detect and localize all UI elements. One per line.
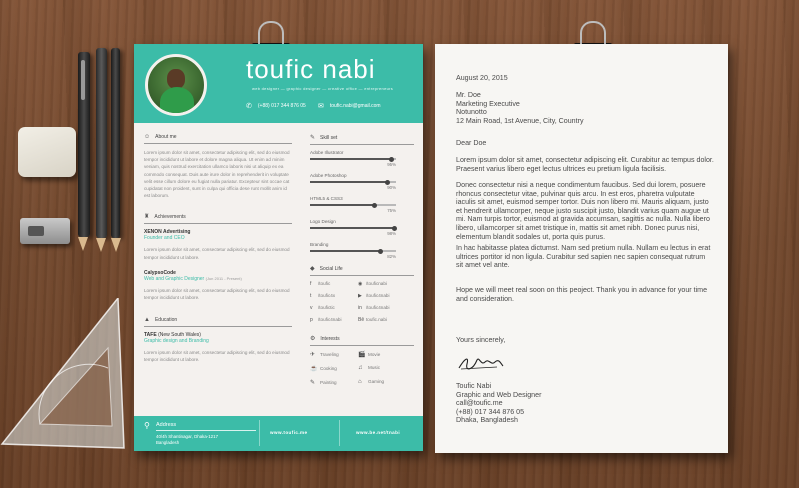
achievement-item xyxy=(144,270,292,301)
resume-footer xyxy=(134,416,423,451)
divider xyxy=(310,345,414,346)
chat-icon: ◆ xyxy=(310,266,315,272)
letter-paragraph: Hope we will meet real soon on this peoject. Thank you in advance for your time and consideration. xyxy=(456,286,708,303)
painting-icon: ✎ xyxy=(310,380,316,386)
achievements-title: Achievements xyxy=(154,213,186,220)
skill-bar-fill xyxy=(310,181,387,183)
interest-label: Gaming xyxy=(368,379,385,384)
signature-line: call@toufic.me xyxy=(456,399,503,408)
education-location: (New South Wales) xyxy=(158,332,201,339)
social-link[interactable] xyxy=(310,293,358,299)
education-school: TAFE xyxy=(144,332,157,339)
social-links xyxy=(310,281,414,323)
divider xyxy=(144,143,292,144)
resume-phone xyxy=(246,102,306,110)
letter-recipient xyxy=(456,91,714,125)
skill-name: Logo Design xyxy=(310,219,336,224)
education-section-title xyxy=(144,317,292,323)
handwritten-signature xyxy=(457,354,505,372)
skill-bar-fill xyxy=(310,250,381,252)
mechanical-pencil xyxy=(78,52,90,237)
skill-bar-knob xyxy=(392,226,397,231)
plane-icon: ✈ xyxy=(310,352,316,358)
behance-link[interactable]: www.be.net/tnabi xyxy=(356,430,401,435)
signature-line: Toufic Nabi xyxy=(456,382,492,390)
address-line: Bangladesh xyxy=(156,440,180,445)
skill-bar-knob xyxy=(389,157,394,162)
trophy-icon: ♜ xyxy=(144,214,150,221)
social-title: Social Life xyxy=(319,265,343,272)
eraser xyxy=(18,127,76,177)
skill-item xyxy=(310,219,414,236)
interests-list xyxy=(310,351,414,386)
skill-bar xyxy=(310,158,396,160)
skill-bar xyxy=(310,204,396,206)
achievement-company: XENON Advertising xyxy=(144,229,191,236)
social-link-label: /toufic4nabi xyxy=(318,317,342,322)
resume-tagline: web designer — graphic designer — creative office — entrepreneurs xyxy=(252,86,394,91)
skill-bar-knob xyxy=(385,180,390,185)
film-icon: 🎬 xyxy=(358,352,366,358)
skill-name: HTML5 & CSS3 xyxy=(310,196,343,201)
divider xyxy=(144,326,292,327)
address-text xyxy=(156,434,218,446)
letter-signature-block xyxy=(456,382,714,425)
social-link-label: /toufic4x xyxy=(318,293,336,298)
interest-label: Painting xyxy=(320,380,337,385)
achievement-text: Lorem ipsum dolor sit amet, consectetur adipiscing elit, sed do eiusmod tempor incididunt ut labore. xyxy=(144,247,290,260)
skill-percent: 98% xyxy=(387,231,396,236)
achievement-company: CalypsoCode xyxy=(144,269,176,276)
interest-item xyxy=(358,351,408,358)
skill-percent: 75% xyxy=(387,208,396,213)
signature-line: Graphic and Web Designer xyxy=(456,390,542,399)
divider xyxy=(144,223,292,224)
email-text: toufic.nabi@gmail.com xyxy=(329,103,381,109)
education-title: Education xyxy=(154,317,178,324)
achievement-role: Web and Graphic Designer xyxy=(144,275,205,282)
cover-letter-page xyxy=(435,44,728,453)
flickr-icon: ◉ xyxy=(358,281,363,287)
interests-section-title xyxy=(310,335,414,342)
skill-bar-knob xyxy=(372,203,377,208)
interest-item xyxy=(358,379,408,386)
achievement-role: Founder and CEO xyxy=(144,235,185,242)
social-link-label: /toufic xyxy=(318,281,331,286)
resume-name: toufic nabi xyxy=(246,54,376,84)
youtube-icon: ▶ xyxy=(358,293,362,299)
interests-title: Interests xyxy=(320,335,340,342)
pencil-sharpener xyxy=(20,218,70,244)
social-link[interactable] xyxy=(358,305,408,311)
recipient-line: Marketing Executive xyxy=(456,99,520,108)
resume-page xyxy=(134,44,423,451)
skill-percent: 82% xyxy=(387,254,396,259)
skill-item xyxy=(310,150,414,167)
graduation-cap-icon: ▲ xyxy=(144,317,150,324)
phone-text: (+88) 017 344 876 05 xyxy=(257,103,306,109)
skill-item xyxy=(310,173,414,190)
social-link[interactable] xyxy=(358,317,408,323)
letter-paragraph: In hac habitasse platea dictumst. Nam sed pretium nulla. Nullam eu lectus in erat ultrices portitor id non ligula. Curabitur sed sapien nec sapien consequat rutrum sit amet vel ante. xyxy=(456,244,711,270)
divider xyxy=(339,420,340,446)
achievements-section-title xyxy=(144,213,292,220)
skill-bar xyxy=(310,181,396,183)
about-title: About me xyxy=(155,134,177,140)
recipient-line: Notunotto xyxy=(456,108,487,117)
resume-right-column xyxy=(310,134,414,386)
education-text: Lorem ipsum dolor sit amet, consectetur adipiscing elit, sed do eiusmod tempor incididunt ut labore. xyxy=(144,350,290,363)
interest-label: Traveling xyxy=(320,352,339,357)
skill-bar xyxy=(310,250,396,252)
divider xyxy=(156,430,256,431)
social-link-label: /toufictic xyxy=(318,305,335,310)
profile-photo xyxy=(145,54,207,116)
skill-percent: 95% xyxy=(387,162,396,167)
interest-label: Cooking xyxy=(320,366,337,371)
social-link[interactable] xyxy=(310,317,358,323)
about-section-title xyxy=(144,134,292,140)
about-text: Lorem ipsum dolor sit amet, consectetur adipiscing elit, sed do eiusmod tempor incididunt ut labore et dolore magna aliqua. Ut enim ad minim veniam, quis nostrud exercitation ullamco laboris nisi ut aliquip ex ea commodo consequat. Duis aute irure dolor in reprehenderit in voluptate velit esse cillum dolore eu fugiat nulla pariatur. Excepteur sint occae cat cupidatat non proident, sunt in culpa qui officia dese runt mollit anim id est laborum. xyxy=(144,150,290,199)
resume-email xyxy=(318,102,381,110)
pencil-icon: ✎ xyxy=(310,135,316,141)
skill-bar-fill xyxy=(310,204,375,206)
interest-item xyxy=(310,365,358,372)
skill-name: Adobe Photoshop xyxy=(310,173,347,178)
protractor-set-square xyxy=(0,298,128,458)
social-section-title xyxy=(310,265,414,272)
achievement-item xyxy=(144,229,292,260)
resume-left-column xyxy=(144,134,292,364)
interest-item xyxy=(310,379,358,386)
social-link[interactable] xyxy=(310,305,358,311)
behance-icon: Bē xyxy=(358,317,365,323)
skill-percent: 90% xyxy=(387,185,396,190)
address-line: 40/4h Shantinagar, Dhaka-1217 xyxy=(156,434,219,439)
skill-bar-knob xyxy=(378,249,383,254)
address-title: Address xyxy=(156,422,177,428)
letter-closing: Yours sincerely, xyxy=(456,336,506,344)
skills-title: Skill set xyxy=(320,134,338,141)
resume-header xyxy=(134,44,423,123)
social-link[interactable] xyxy=(358,281,408,287)
location-pin-icon: ⚲ xyxy=(144,421,150,430)
facebook-icon: f xyxy=(310,281,312,287)
signature-line: Dhaka, Bangladesh xyxy=(456,416,518,425)
interest-label: Movie xyxy=(368,352,381,357)
interest-item xyxy=(310,351,358,358)
recipient-line: Mr. Doe xyxy=(456,91,481,99)
mail-icon: ✉ xyxy=(318,103,324,110)
social-link-label: /toufic4nabi xyxy=(366,293,390,298)
skill-name: Branding xyxy=(310,242,329,247)
social-link-label: /toufic4nabi xyxy=(366,305,390,310)
skill-bar-fill xyxy=(310,227,394,229)
divider xyxy=(259,420,260,446)
skills-list xyxy=(310,150,414,259)
social-link[interactable] xyxy=(310,281,358,287)
divider xyxy=(310,144,414,145)
skill-name: Adobe Illustrator xyxy=(310,150,344,155)
gear-icon: ⚙ xyxy=(310,336,316,342)
pinterest-icon: p xyxy=(310,317,313,323)
signature-line: (+88) 017 344 876 05 xyxy=(456,407,525,416)
achievement-years: (Jun 2011 - Present) xyxy=(205,275,242,281)
social-link-label: /touficnabi xyxy=(366,281,387,286)
skill-item xyxy=(310,242,414,259)
education-field: Graphic design and Branding xyxy=(144,338,209,345)
letter-paragraph: Donec consectetur nisi a neque condimentum faucibus. Sed dui lorem, posuere rhoncus consectetur vitae, pulvinar quis arcu. In est eros, pharetra vulputate iaculis sit amet, euismod semper tortor. Duis non libero mi. Mauris aliquam, justo et hendrerit ullamcorper, neque justo suscipit justo, blandit varius quam augue ut mi. Nam turpis tortor, euismod at gravida accumsan, sagittis ac nulla. Nulla libero libero, ullamcorper sit amet tristique in, mattis sit amet nibh. Donec purus nisi, elementum blandit sodales ut, porta quis purus. xyxy=(456,181,710,241)
interest-label: Music xyxy=(368,365,380,370)
letter-salutation: Dear Doe xyxy=(456,139,487,147)
social-link[interactable] xyxy=(358,293,408,299)
achievement-text: Lorem ipsum dolor sit amet, consectetur adipiscing elit, sed do eiusmod tempor incididunt ut labore. xyxy=(144,287,290,301)
skill-bar xyxy=(310,227,396,229)
twitter-icon: t xyxy=(310,293,312,299)
music-icon: ♫ xyxy=(358,365,363,371)
social-link-label: toufic.nabi xyxy=(366,317,387,322)
linkedin-icon: in xyxy=(358,305,362,311)
phone-icon: ✆ xyxy=(246,103,252,110)
vimeo-icon: v xyxy=(310,305,313,311)
recipient-line: 12 Main Road, 1st Avenue, City, Country xyxy=(456,116,584,125)
pen xyxy=(96,48,107,238)
website-link[interactable]: www.toufic.me xyxy=(270,430,308,435)
divider xyxy=(310,275,414,276)
letter-paragraph: Lorem ipsum dolor sit amet, consectetur adipiscing elit. Curabitur ac tempus dolor. Praesent varius libero eget lectus ultrices eu pretium ligula facilisis. xyxy=(456,156,714,173)
gamepad-icon: ⌂ xyxy=(358,379,362,385)
pencil xyxy=(111,48,120,238)
skills-section-title xyxy=(310,134,414,141)
cooking-icon: ☕ xyxy=(310,366,318,372)
achievement-role-line xyxy=(144,276,292,282)
skill-item xyxy=(310,196,414,213)
user-icon: ☺ xyxy=(144,134,151,140)
skill-bar-fill xyxy=(310,158,392,160)
letter-date: August 20, 2015 xyxy=(456,74,508,82)
interest-item xyxy=(358,365,408,372)
